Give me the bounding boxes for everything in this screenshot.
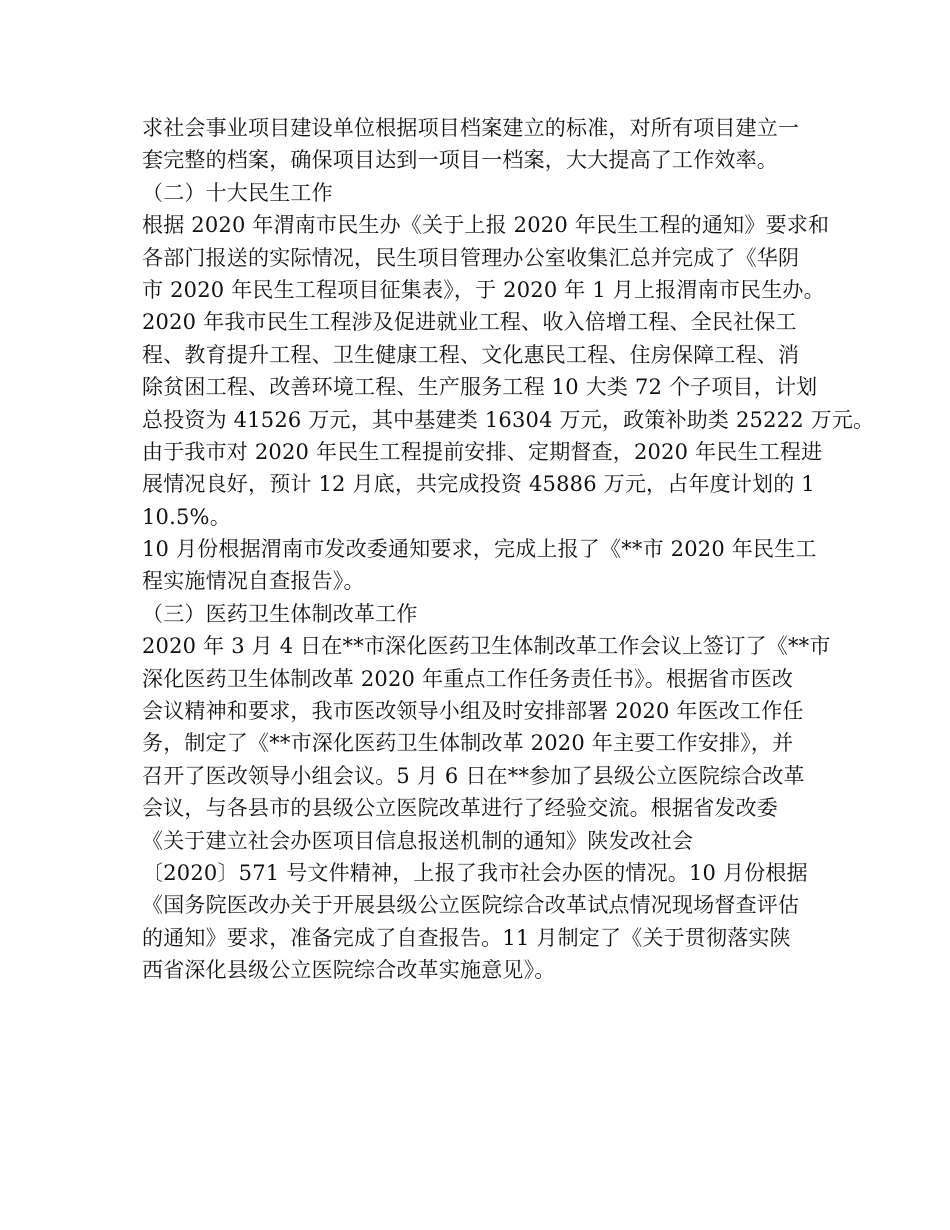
paragraph-line-15: 程实施情况自查报告》。 (142, 569, 365, 594)
section-heading-3: （三）医药卫生体制改革工作 (142, 601, 418, 626)
paragraph-line-12: 展情况良好，预计 12 月底，共完成投资 45886 万元，占年度计划的 1 (142, 472, 815, 497)
section-heading-2: （二）十大民生工作 (142, 180, 333, 205)
paragraph-line-23: 《关于建立社会办医项目信息报送机制的通知》陕发改社会 (142, 828, 694, 853)
paragraph-line-11: 由于我市对 2020 年民生工程提前安排、定期督查，2020 年民生工程进 (142, 439, 823, 464)
paragraph-line-4: 根据 2020 年渭南市民生办《关于上报 2020 年民生工程的通知》要求和 (142, 213, 830, 238)
paragraph-line-1: 求社会事业项目建设单位根据项目档案建立的标准，对所有项目建立一 (142, 116, 800, 140)
paragraph-line-27: 西省深化县级公立医院综合改革实施意见》。 (142, 958, 556, 983)
paragraph-line-26: 的通知》要求，准备完成了自查报告。11 月制定了《关于贯彻落实陕 (142, 925, 791, 950)
paragraph-line-10: 总投资为 41526 万元，其中基建类 16304 万元，政策补助类 25222 万元。 (142, 407, 875, 432)
paragraph-line-13: 10.5%。 (142, 504, 231, 529)
paragraph-line-19: 会议精神和要求，我市医改领导小组及时安排部署 2020 年医改工作任 (142, 699, 804, 724)
paragraph-line-8: 程、教育提升工程、卫生健康工程、文化惠民工程、住房保障工程、消 (142, 342, 800, 367)
paragraph-line-18: 深化医药卫生体制改革 2020 年重点工作任务责任书》。根据省市医改 (142, 666, 794, 691)
paragraph-line-25: 《国务院医改办关于开展县级公立医院综合改革试点情况现场督查评估 (142, 893, 800, 918)
paragraph-line-21: 召开了医改领导小组会议。5 月 6 日在**参加了县级公立医院综合改革 (142, 763, 805, 788)
paragraph-line-6: 市 2020 年民生工程项目征集表》，于 2020 年 1 月上报渭南市民生办。 (142, 277, 825, 302)
paragraph-line-22: 会议，与各县市的县级公立医院改革进行了经验交流。根据省发改委 (142, 796, 778, 821)
document-body (142, 112, 875, 987)
paragraph-line-17: 2020 年 3 月 4 日在**市深化医药卫生体制改革工作会议上签订了《**市 (142, 634, 831, 659)
paragraph-line-7: 2020 年我市民生工程涉及促进就业工程、收入倍增工程、全民社保工 (142, 310, 797, 335)
paragraph-line-5: 各部门报送的实际情况，民生项目管理办公室收集汇总并完成了《华阴 (142, 245, 800, 270)
paragraph-line-20: 务，制定了《**市深化医药卫生体制改革 2020 年主要工作安排》，并 (142, 731, 794, 756)
paragraph-line-2: 套完整的档案，确保项目达到一项目一档案，大大提高了工作效率。 (142, 148, 778, 173)
paragraph-line-24: 〔2020〕571 号文件精神，上报了我市社会办医的情况。10 月份根据 (142, 860, 808, 885)
paragraph-line-14: 10 月份根据渭南市发改委通知要求，完成上报了《**市 2020 年民生工 (142, 537, 817, 562)
paragraph-line-9: 除贫困工程、改善环境工程、生产服务工程 10 大类 72 个子项目，计划 (142, 375, 818, 400)
